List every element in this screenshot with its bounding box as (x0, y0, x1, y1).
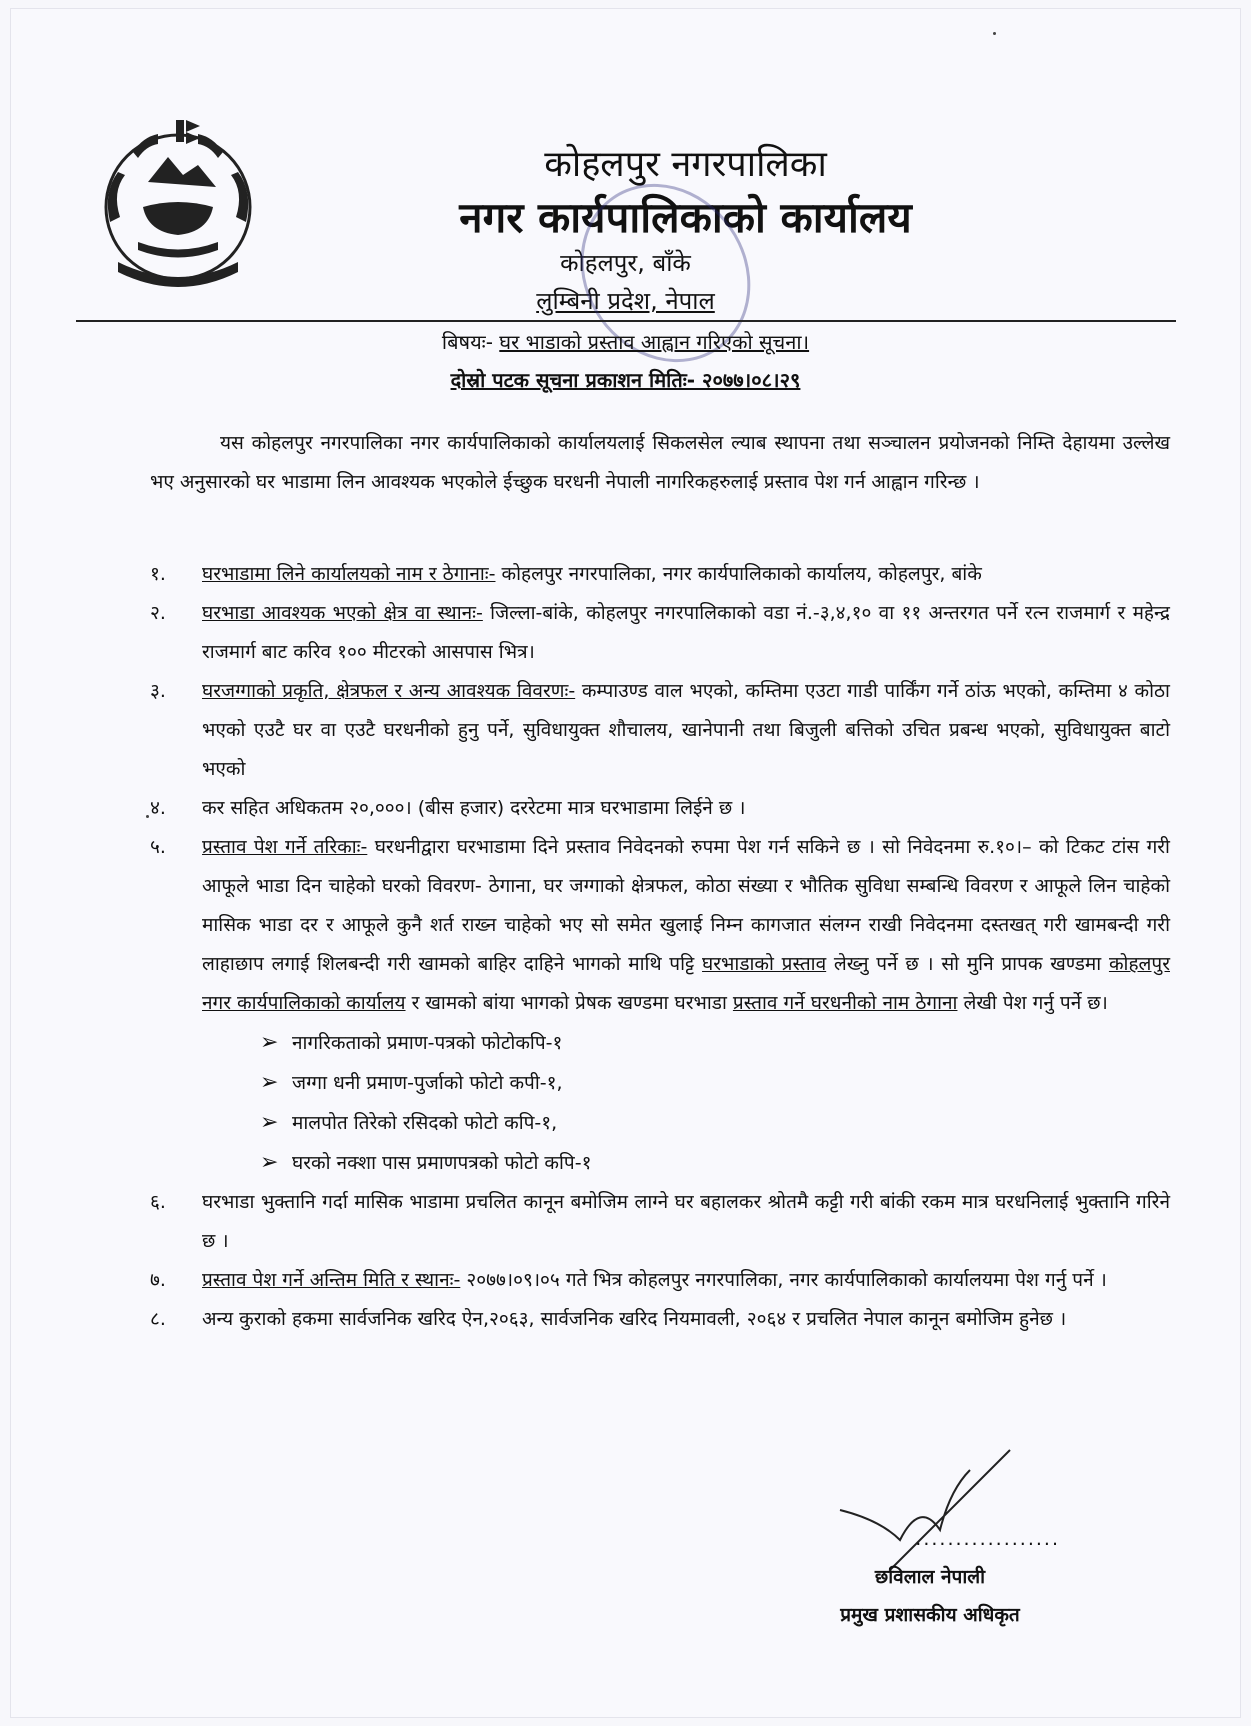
signature-dots: .................. (915, 1528, 1060, 1550)
list-item: ७. प्रस्ताव पेश गर्ने अन्तिम मिति र स्थानः- २०७७।०९।०५ गते भित्र कोहलपुर नगरपालिका, नगर कार्यपालिकाको कार्यालयमा पेश गर्नु पर्ने । (150, 1269, 1107, 1291)
intro-paragraph: यस कोहलपुर नगरपालिका नगर कार्यपालिकाको कार्यालयलाई सिकलसेल ल्याब स्थापना तथा सञ्चालन प्रयोजनको निम्ति देहायमा उल्लेख भए अनुसारको घर भाडामा लिन आवश्यक भएकोले ईच्छुक घरधनी नेपाली नागरिकहरुलाई प्रस्ताव पेश गर्न आह्वान गरिन्छ । (150, 432, 1170, 493)
publication-date: दोस्रो पटक सूचना प्रकाशन मितिः- २०७७।०८।२९ (450, 368, 801, 392)
required-documents (150, 1023, 1170, 1183)
office-address: कोहलपुर, बाँके (560, 249, 691, 277)
list-item: ➢ नागरिकताको प्रमाण-पत्रको फोटोकपि-१ (260, 1023, 1170, 1063)
header-rule (76, 320, 1176, 322)
signatory-name: छविलाल नेपाली (874, 1566, 986, 1588)
list-item: ४. कर सहित अधिकतम २०,०००। (बीस हजार) दररेटमा मात्र घरभाडामा लिईने छ । (150, 797, 746, 819)
notice-items (150, 555, 1170, 1339)
subject-label: बिषयः- (441, 330, 493, 354)
province-country: लुम्बिनी प्रदेश, नेपाल (536, 287, 715, 315)
list-item: ➢ जग्गा धनी प्रमाण-पुर्जाको फोटो कपी-१, (260, 1063, 1170, 1103)
office-name: नगर कार्यपालिकाको कार्यालय (459, 193, 912, 242)
list-item: ➢ घरको नक्शा पास प्रमाणपत्रको फोटो कपि-१ (260, 1143, 1170, 1183)
subject-line (0, 328, 1251, 355)
signature-block (800, 1520, 1060, 1634)
arrow-bullet-icon: ➢ (260, 1070, 279, 1095)
subject-text: घर भाडाको प्रस्ताव आह्वान गरिएको सूचना। (499, 330, 810, 354)
list-item: ३. घरजग्गाको प्रकृति, क्षेत्रफल र अन्य आवश्यक विवरणः- कम्पाउण्ड वाल भएको, कम्तिमा एउटा गाडी पार्किंग गर्ने ठांऊ भएको, कम्तिमा ४ कोठा भएको एउटै घर वा एउटै घरधनीको हुनु पर्ने, सुविधायुक्त शौचालय, खानेपानी तथा बिजुली बत्तिको उचित प्रबन्ध भएको, सुविधायुक्त बाटो भएको (150, 680, 1170, 780)
list-item: ६. घरभाडा भुक्तानि गर्दा मासिक भाडामा प्रचलित कानून बमोजिम लाग्ने घर बहालकर श्रोतमै कट्टी गरी बांकी रकम मात्र घरधनिलाई भुक्तानि गरिने छ । (150, 1191, 1170, 1252)
list-item: २. घरभाडा आवश्यक भएको क्षेत्र वा स्थानः- जिल्ला-बांके, कोहलपुर नगरपालिकाको वडा नं.-३,४,१० वा ११ अन्तरगत पर्ने रत्न राजमार्ग र महेन्द्र राजमार्ग बाट करिव १०० मीटरको आसपास भित्र। (150, 602, 1170, 663)
list-item: ८. अन्य कुराको हकमा सार्वजनिक खरिद ऐन,२०६३, सार्वजनिक खरिद नियमावली, २०६४ र प्रचलित नेपाल कानून बमोजिम हुनेछ । (150, 1308, 1067, 1330)
list-item: ➢ मालपोत तिरेको रसिदको फोटो कपि-१, (260, 1103, 1170, 1143)
arrow-bullet-icon: ➢ (260, 1110, 279, 1135)
arrow-bullet-icon: ➢ (260, 1030, 279, 1055)
arrow-bullet-icon: ➢ (260, 1150, 279, 1175)
scan-speck (146, 815, 149, 818)
signatory-title: प्रमुख प्रशासकीय अधिकृत (840, 1604, 1020, 1626)
scan-speck (993, 32, 996, 35)
municipality-name: कोहलपुर नगरपालिका (544, 144, 827, 185)
list-item: ५. प्रस्ताव पेश गर्ने तरिकाः- घरधनीद्वारा घरभाडामा दिने प्रस्ताव निवेदनको रुपमा पेश गर्न सकिने छ । सो निवेदनमा रु.१०।– को टिकट टांस गरी आफूले भाडा दिन चाहेको घरको विवरण- ठेगाना, घर जग्गाको क्षेत्रफल, कोठा संख्या र भौतिक सुविधा सम्बन्धि विवरण र आफूले लिन चाहेको मासिक भाडा दर र आफूले कुनै शर्त राख्न चाहेको भए सो समेत खुलाई निम्न कागजात संलग्न राखी निवेदनमा दस्तखत् गरी खामबन्दी गरी लाहाछाप लगाई शिलबन्दी गरी खामको बाहिर दाहिने भागको माथि पट्टि घरभाडाको प्रस्ताव लेख्नु पर्ने छ । सो मुनि प्रापक खण्डमा कोहलपुर नगर कार्यपालिकाको कार्यालय र खामको बांया भागको प्रेषक खण्डमा घरभाडा प्रस्ताव गर्ने घरधनीको नाम ठेगाना लेखी पेश गर्नु पर्ने छ। (150, 836, 1170, 1014)
list-item: १. घरभाडामा लिने कार्यालयको नाम र ठेगानाः- कोहलपुर नगरपालिका, नगर कार्यपालिकाको कार्यालय, कोहलपुर, बांके (150, 563, 982, 585)
